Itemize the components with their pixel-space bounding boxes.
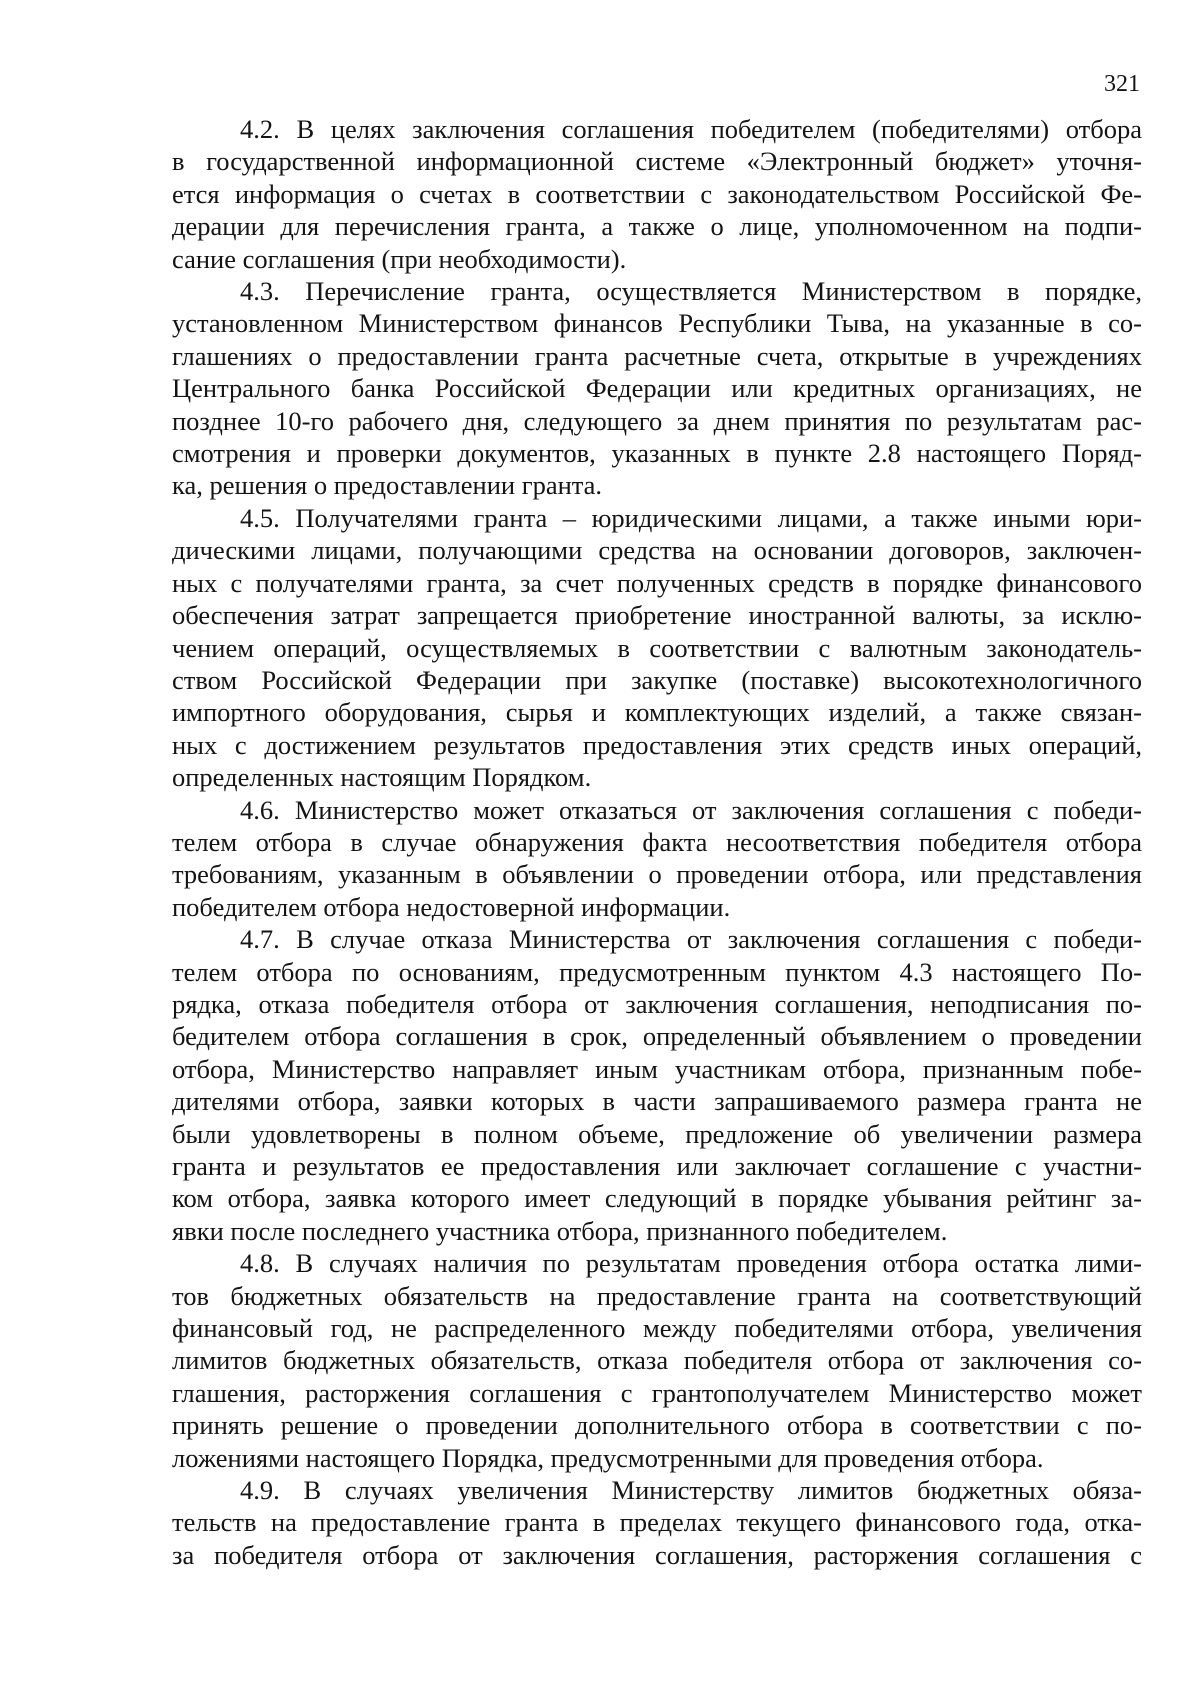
text-line: дерации для перечисления гранта, а также о лице, уполномоченном на подпи-: [172, 211, 1142, 242]
text-line: глашения, расторжения соглашения с грантополучателем Министерство может: [172, 1377, 1142, 1408]
paragraph: [172, 1247, 1142, 1474]
text-line: победителем отбора недостоверной информации.: [172, 891, 731, 922]
paragraph: [172, 502, 1142, 794]
text-line: телем отбора в случае обнаружения факта несоответствия победителя отбора: [172, 826, 1142, 857]
text-line: ется информация о счетах в соответствии с законодательством Российской Фе-: [172, 178, 1142, 209]
paragraph: [172, 1474, 1142, 1571]
text-line: отбора, Министерство направляет иным участникам отбора, признанным побе-: [172, 1053, 1142, 1084]
text-line: определенных настоящим Порядком.: [172, 762, 592, 793]
text-line: ложениями настоящего Порядка, предусмотренными для проведения отбора.: [172, 1442, 1044, 1473]
text-line: глашениях о предоставлении гранта расчетные счета, открытые в учреждениях: [172, 340, 1142, 371]
text-line: 4.2. В целях заключения соглашения победителем (победителями) отбора: [240, 114, 1142, 144]
text-line: ных с достижением результатов предоставления этих средств иных операций,: [172, 729, 1142, 760]
document-body: [172, 113, 1142, 1571]
text-line: обеспечения затрат запрещается приобретение иностранной валюты, за исклю-: [172, 600, 1142, 631]
text-line: смотрения и проверки документов, указанных в пункте 2.8 настоящего Поряд-: [172, 438, 1142, 469]
text-line: 4.6. Министерство может отказаться от заключения соглашения с победи-: [240, 794, 1142, 825]
text-line: ка, решения о предоставлении гранта.: [172, 470, 603, 501]
text-line: 4.3. Перечисление гранта, осуществляется Министерством в порядке,: [240, 276, 1142, 307]
text-line: позднее 10-го рабочего дня, следующего за днем принятия по результатам рас-: [172, 405, 1142, 436]
text-line: дителями отбора, заявки которых в части запрашиваемого размера гранта не: [172, 1086, 1142, 1117]
text-line: установленном Министерством финансов Республики Тыва, на указанные в со-: [172, 308, 1142, 339]
page-number: 321: [1104, 71, 1140, 97]
text-line: тельств на предоставление гранта в пределах текущего финансового года, отка-: [172, 1507, 1142, 1538]
paragraph: [172, 113, 1142, 275]
text-line: телем отбора по основаниям, предусмотренным пунктом 4.3 настоящего По-: [172, 956, 1142, 987]
text-line: 4.8. В случаях наличия по результатам проведения отбора остатка лими-: [240, 1248, 1142, 1279]
text-line: ных с получателями гранта, за счет полученных средств в порядке финансового: [172, 567, 1142, 598]
text-line: в государственной информационной системе «Электронный бюджет» уточня-: [172, 146, 1142, 177]
text-line: ком отбора, заявка которого имеет следующий в порядке убывания рейтинг за-: [172, 1183, 1142, 1214]
text-line: явки после последнего участника отбора, признанного победителем.: [172, 1215, 948, 1246]
paragraph: [172, 275, 1142, 502]
text-line: ством Российской Федерации при закупке (поставке) высокотехнологичного: [172, 664, 1142, 695]
text-line: за победителя отбора от заключения соглашения, расторжения соглашения с: [172, 1539, 1142, 1570]
text-line: Центрального банка Российской Федерации или кредитных организациях, не: [172, 373, 1142, 404]
text-line: требованиям, указанным в объявлении о проведении отбора, или представления: [172, 859, 1142, 890]
text-line: были удовлетворены в полном объеме, предложение об увеличении размера: [172, 1118, 1142, 1149]
text-line: тов бюджетных обязательств на предоставление гранта на соответствующий: [172, 1280, 1142, 1311]
text-line: сание соглашения (при необходимости).: [172, 243, 627, 274]
text-line: 4.9. В случаях увеличения Министерству лимитов бюджетных обяза-: [240, 1475, 1142, 1506]
text-line: чением операций, осуществляемых в соответствии с валютным законодатель-: [172, 632, 1142, 663]
text-line: принять решение о проведении дополнительного отбора в соответствии с по-: [172, 1410, 1142, 1441]
text-line: финансовый год, не распределенного между победителями отбора, увеличения: [172, 1313, 1142, 1344]
text-line: 4.7. В случае отказа Министерства от заключения соглашения с победи-: [240, 924, 1142, 955]
text-line: лимитов бюджетных обязательств, отказа победителя отбора от заключения со-: [172, 1345, 1142, 1376]
text-line: импортного оборудования, сырья и комплектующих изделий, а также связан-: [172, 697, 1142, 728]
text-line: дическими лицами, получающими средства на основании договоров, заключен-: [172, 535, 1142, 566]
text-line: бедителем отбора соглашения в срок, определенный объявлением о проведении: [172, 1021, 1142, 1052]
paragraph: [172, 923, 1142, 1247]
paragraph: [172, 794, 1142, 924]
text-line: гранта и результатов ее предоставления или заключает соглашение с участни-: [172, 1151, 1142, 1181]
text-line: рядка, отказа победителя отбора от заключения соглашения, неподписания по-: [172, 988, 1142, 1019]
text-line: 4.5. Получателями гранта – юридическими лицами, а также иными юри-: [240, 502, 1142, 533]
